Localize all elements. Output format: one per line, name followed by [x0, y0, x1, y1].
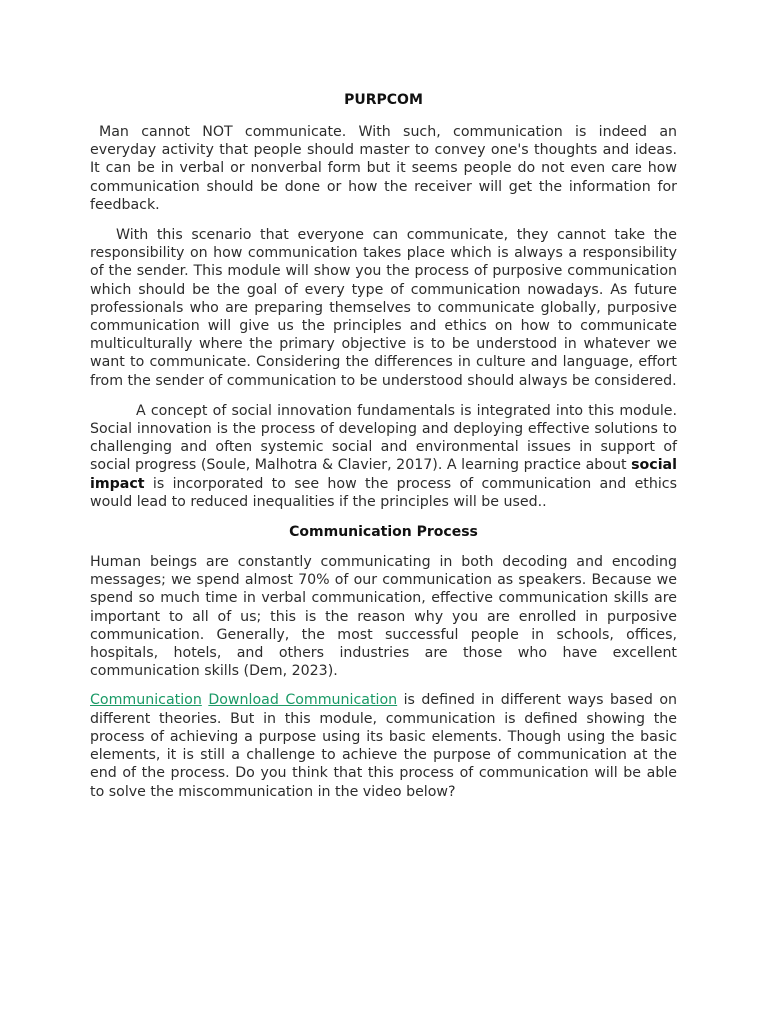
paragraph-intro: Man cannot NOT communicate. With such, communication is indeed an everyday activity that people should master to convey one's thoughts and ideas. It can be in verbal or nonverbal form but it seems people do not even care how communication should be done or how the receiver will get the information for feedback. [90, 124, 677, 213]
paragraph-scenario: With this scenario that everyone can communicate, they cannot take the responsibility on how communication takes place which is always a responsibility of the sender. This module will show you the process of purposive communication which should be the goal of every type of communication nowadays. As future professionals who are preparing themselves to communicate globally, purposive communication will give us the principles and ethics on how to communicate multiculturally where the primary objective is to be understood in whatever we want to communicate. Considering the differences in culture and language, effort from the sender of communication to be understood should always be considered. [90, 227, 677, 389]
paragraph-communication-definition [90, 691, 677, 800]
paragraph-social-innovation-text-1: A concept of social innovation fundamentals is integrated into this module. Social innovation is the process of developing and deploying effective solutions to challenging and often systemic social and environmental issues in support of social progress (Soule, Malhotra & Clavier, 2017). A learning practice about [90, 402, 677, 474]
paragraph-social-innovation-text-2: is incorporated to see how the process of communication and ethics would lead to reduced inequalities if the principles will be used.. [90, 475, 677, 510]
download-communication-link[interactable]: Download Communication [208, 692, 398, 709]
paragraph-human-beings: Human beings are constantly communicating in both decoding and encoding messages; we spend almost 70% of our communication as speakers. Because we spend so much time in verbal communication, effective communication skills are important to all of us; this is the reason why you are enrolled in purposive communication. Generally, the most successful people in schools, offices, hospitals, hotels, and others industries are those who have excellent communication skills (Dem, 2023). [90, 554, 677, 680]
paragraph-communication-definition-text: is defined in different ways based on different theories. But in this module, communication is defined showing the process of achieving a purpose using its basic elements. Though using the basic elements, it is still a challenge to achieve the purpose of communication at the end of the process. Do you think that this process of communication will be able to solve the miscommunication in the video below? [90, 692, 677, 800]
section-heading-communication-process: Communication Process [289, 524, 478, 541]
document-title: PURPCOM [344, 92, 423, 108]
communication-link[interactable]: Communication [90, 692, 202, 709]
social-impact-bold: social impact [90, 457, 677, 492]
paragraph-social-innovation [90, 402, 677, 511]
document-page [90, 90, 677, 801]
